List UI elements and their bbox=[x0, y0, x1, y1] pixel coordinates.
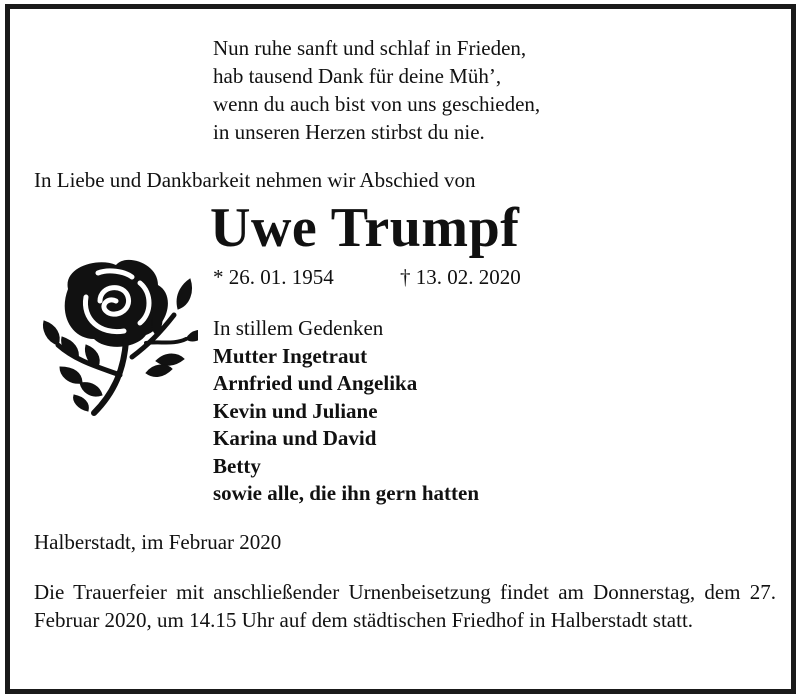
mourner-name: sowie alle, die ihn gern hatten bbox=[213, 481, 479, 505]
mourner-name: Karina und David bbox=[213, 426, 377, 450]
mourner-name: Arnfried und Angelika bbox=[213, 371, 418, 395]
poem-line: hab tausend Dank für deine Müh’, bbox=[213, 64, 502, 88]
poem-line: wenn du auch bist von uns geschieden, bbox=[213, 92, 541, 116]
rose-icon bbox=[28, 249, 198, 419]
birth-date: * 26. 01. 1954 bbox=[213, 265, 334, 289]
mourners-heading: In stillem Gedenken bbox=[213, 316, 384, 340]
funeral-notice: Die Trauerfeier mit anschließender Urnenbeisetzung findet am Donnerstag, dem 27. Februar 2020, um 14.15 Uhr auf dem städtischen Friedhof in Halberstadt statt. bbox=[34, 580, 776, 632]
poem-line: Nun ruhe sanft und schlaf in Frieden, bbox=[213, 36, 527, 60]
intro-text: In Liebe und Dankbarkeit nehmen wir Abschied von bbox=[34, 168, 476, 192]
death-date: † 13. 02. 2020 bbox=[400, 265, 521, 289]
place-date: Halberstadt, im Februar 2020 bbox=[34, 530, 282, 554]
poem-line: in unseren Herzen stirbst du nie. bbox=[213, 120, 485, 144]
mourner-name: Mutter Ingetraut bbox=[213, 343, 368, 368]
mourner-name: Kevin und Juliane bbox=[213, 398, 378, 423]
mourner-name: Betty bbox=[213, 453, 261, 478]
obituary-frame bbox=[5, 4, 796, 694]
mourners-list bbox=[213, 315, 479, 508]
poem bbox=[213, 34, 540, 146]
deceased-name: Uwe Trumpf bbox=[210, 197, 520, 259]
